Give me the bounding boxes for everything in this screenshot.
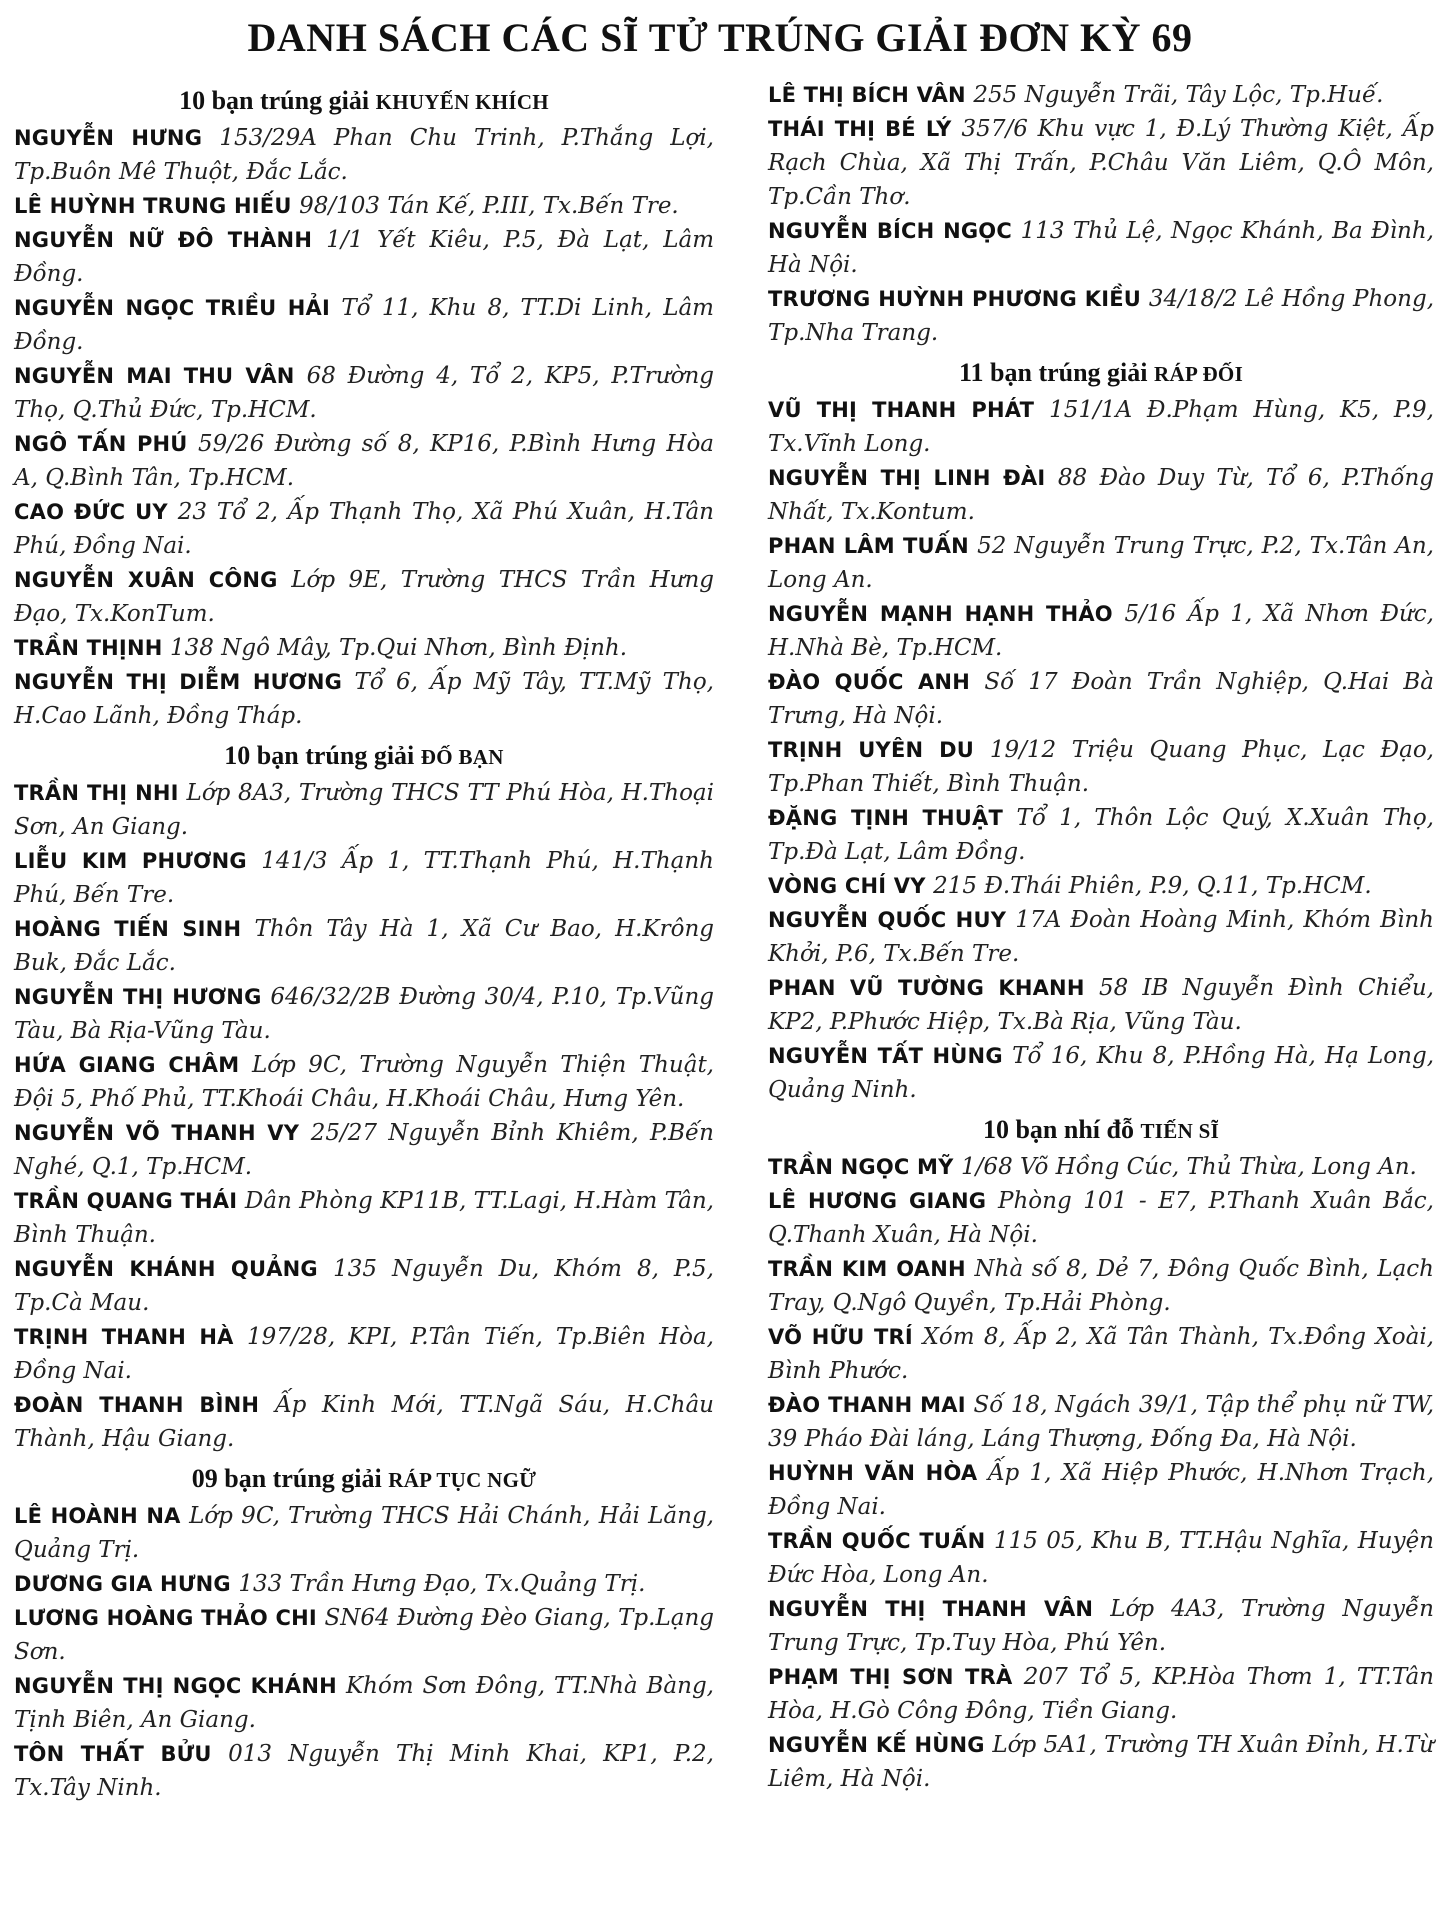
winner-name: TRẦN QUỐC TUẤN: [768, 1529, 994, 1553]
winner-entry: [14, 631, 714, 665]
winner-address: Tổ 11, Khu 8, TT.Di Linh, Lâm Đồng.: [14, 295, 714, 355]
winner-name: VÕ HỮU TRÍ: [768, 1325, 923, 1349]
winner-name: HỨA GIANG CHÂM: [14, 1053, 252, 1077]
winner-name: ĐẶNG TỊNH THUẬT: [768, 806, 1017, 830]
winner-entry: [768, 597, 1434, 665]
winner-entry: [14, 563, 714, 631]
winner-name: TRẦN QUANG THÁI: [14, 1189, 245, 1213]
winner-address: 19/12 Triệu Quang Phục, Lạc Đạo, Tp.Phan Thiết, Bình Thuận.: [768, 737, 1434, 797]
winner-address: Nhà số 8, Dẻ 7, Đông Quốc Bình, Lạch Tray, Q.Ngô Quyền, Tp.Hải Phòng.: [768, 1256, 1434, 1316]
winner-entry: [768, 1524, 1434, 1592]
winner-name: TRƯƠNG HUỲNH PHƯƠNG KIỀU: [768, 287, 1149, 311]
section-prefix: 11 bạn trúng giải: [958, 358, 1155, 387]
section-heading: [768, 1113, 1434, 1148]
column-right: [768, 78, 1434, 1796]
winner-address: 23 Tổ 2, Ấp Thạnh Thọ, Xã Phú Xuân, H.Tân Phú, Đồng Nai.: [14, 499, 714, 559]
winner-entry: [14, 359, 714, 427]
section-prefix: 10 bạn trúng giải: [179, 86, 376, 115]
winner-entry: [14, 1184, 714, 1252]
winner-entry: [14, 1048, 714, 1116]
winner-address: 646/32/2B Đường 30/4, P.10, Tp.Vũng Tàu, Bà Rịa-Vũng Tàu.: [14, 984, 714, 1044]
winner-address: SN64 Đường Đèo Giang, Tp.Lạng Sơn.: [14, 1605, 714, 1665]
winner-entry: [14, 1567, 714, 1601]
winner-address: 59/26 Đường số 8, KP16, P.Bình Hưng Hòa A, Q.Bình Tân, Tp.HCM.: [14, 431, 715, 491]
winner-address: 88 Đào Duy Từ, Tổ 6, P.Thống Nhất, Tx.Kontum.: [768, 465, 1434, 525]
winner-name: NGUYỄN KHÁNH QUẢNG: [14, 1257, 334, 1281]
winner-name: NGUYỄN THỊ DIỄM HƯƠNG: [14, 670, 355, 694]
winner-address: 215 Đ.Thái Phiên, P.9, Q.11, Tp.HCM.: [933, 873, 1372, 899]
winner-entry: [768, 1150, 1434, 1184]
winner-entry: [14, 291, 714, 359]
winner-address: 98/103 Tán Kế, P.III, Tx.Bến Tre.: [299, 193, 679, 219]
winner-address: Lớp 5A1, Trường TH Xuân Đỉnh, H.Từ Liêm, Hà Nội.: [768, 1732, 1435, 1792]
winner-entry: [768, 1388, 1434, 1456]
winner-name: TÔN THẤT BỬU: [14, 1742, 229, 1766]
winner-address: Thôn Tây Hà 1, Xã Cư Bao, H.Krông Buk, Đắc Lắc.: [14, 916, 714, 976]
winner-entry: [14, 1320, 714, 1388]
winner-address: Lớp 9E, Trường THCS Trần Hưng Đạo, Tx.KonTum.: [14, 567, 715, 627]
winner-name: NGUYỄN THỊ HƯƠNG: [14, 985, 271, 1009]
winner-name: THÁI THỊ BÉ LÝ: [768, 117, 962, 141]
winner-entry: [14, 776, 714, 844]
winner-address: Lớp 9C, Trường THCS Hải Chánh, Hải Lăng, Quảng Trị.: [14, 1503, 714, 1563]
winner-name: VŨ THỊ THANH PHÁT: [768, 398, 1050, 422]
section-heading: [14, 739, 714, 774]
winner-entry: [768, 733, 1434, 801]
winner-address: 151/1A Đ.Phạm Hùng, K5, P.9, Tx.Vĩnh Long.: [768, 397, 1434, 457]
winner-entry: [768, 869, 1434, 903]
winner-name: LÊ THỊ BÍCH VÂN: [768, 83, 974, 107]
winner-name: NGUYỄN THỊ NGỌC KHÁNH: [14, 1674, 346, 1698]
page-title: DANH SÁCH CÁC SĨ TỬ TRÚNG GIẢI ĐƠN KỲ 69: [247, 15, 1193, 60]
winner-name: NGUYỄN VÕ THANH VY: [14, 1121, 311, 1145]
winner-entry: [768, 1660, 1434, 1728]
winner-entry: [14, 665, 714, 733]
winner-entry: [14, 912, 714, 980]
winner-name: PHẠM THỊ SƠN TRÀ: [768, 1665, 1024, 1689]
winner-address: Tổ 6, Ấp Mỹ Tây, TT.Mỹ Thọ, H.Cao Lãnh, Đồng Tháp.: [14, 669, 714, 729]
winner-entry: [768, 1728, 1434, 1796]
winner-name: LÊ HUỲNH TRUNG HIẾU: [14, 194, 300, 218]
section-category: KHUYẾN KHÍCH: [375, 90, 549, 114]
winner-entry: [768, 1184, 1434, 1252]
winner-name: NGÔ TẤN PHÚ: [14, 432, 199, 456]
winner-address: 1/68 Võ Hồng Cúc, Thủ Thừa, Long An.: [961, 1154, 1417, 1180]
section-heading: [14, 84, 714, 119]
winner-entry: [14, 1252, 714, 1320]
winner-name: TRẦN THỊ NHI: [14, 781, 187, 805]
winner-name: DƯƠNG GIA HƯNG: [14, 1572, 239, 1596]
winner-name: NGUYỄN THỊ THANH VÂN: [768, 1597, 1111, 1621]
winner-address: 58 IB Nguyễn Đình Chiểu, KP2, P.Phước Hiệp, Tx.Bà Rịa, Vũng Tàu.: [768, 975, 1434, 1035]
winner-address: 153/29A Phan Chu Trinh, P.Thắng Lợi, Tp.Buôn Mê Thuột, Đắc Lắc.: [14, 125, 714, 185]
winner-address: Ấp Kinh Mới, TT.Ngã Sáu, H.Châu Thành, Hậu Giang.: [14, 1392, 714, 1452]
winner-name: NGUYỄN QUỐC HUY: [768, 908, 1016, 932]
winner-name: NGUYỄN NỮ ĐÔ THÀNH: [14, 228, 327, 252]
winner-entry: [768, 214, 1434, 282]
winner-entry: [14, 844, 714, 912]
winner-address: Ấp 1, Xã Hiệp Phước, H.Nhơn Trạch, Đồng Nai.: [768, 1460, 1435, 1520]
winner-entry: [768, 1592, 1434, 1660]
winner-name: NGUYỄN MAI THU VÂN: [14, 364, 307, 388]
winner-name: NGUYỄN THỊ LINH ĐÀI: [768, 466, 1058, 490]
winner-entry: [768, 282, 1434, 350]
winner-entry: [768, 1456, 1434, 1524]
winner-address: 135 Nguyễn Du, Khóm 8, P.5, Tp.Cà Mau.: [14, 1256, 714, 1316]
winner-address: 52 Nguyễn Trung Trực, P.2, Tx.Tân An, Long An.: [768, 533, 1434, 593]
winner-entry: [14, 223, 714, 291]
winner-name: TRẦN KIM OANH: [768, 1257, 975, 1281]
winner-entry: [768, 78, 1434, 112]
winner-name: TRỊNH UYÊN DU: [768, 738, 990, 762]
winner-entry: [768, 1320, 1434, 1388]
winner-address: 25/27 Nguyễn Bỉnh Khiêm, P.Bến Nghé, Q.1, Tp.HCM.: [14, 1120, 714, 1180]
winner-name: PHAN LÂM TUẤN: [768, 534, 978, 558]
winner-name: NGUYỄN HƯNG: [14, 126, 220, 150]
winner-address: Phòng 101 - E7, P.Thanh Xuân Bắc, Q.Thanh Xuân, Hà Nội.: [768, 1188, 1434, 1248]
winner-entry: [768, 112, 1434, 214]
winner-entry: [14, 121, 714, 189]
section-category: RÁP TỤC NGỮ: [388, 1468, 537, 1492]
winner-address: 68 Đường 4, Tổ 2, KP5, P.Trường Thọ, Q.Thủ Đức, Tp.HCM.: [14, 363, 714, 423]
winner-name: ĐÀO THANH MAI: [768, 1393, 974, 1417]
winner-address: Tổ 16, Khu 8, P.Hồng Hà, Hạ Long, Quảng Ninh.: [768, 1043, 1435, 1103]
column-left: [14, 78, 714, 1805]
winner-name: CAO ĐỨC UY: [14, 500, 178, 524]
section-category: TIẾN SĨ: [1140, 1119, 1220, 1143]
winner-name: TRẦN NGỌC MỸ: [768, 1155, 962, 1179]
winner-entry: [768, 665, 1434, 733]
winner-name: NGUYỄN KẾ HÙNG: [768, 1733, 993, 1757]
winner-entry: [14, 1499, 714, 1567]
winner-name: LIỄU KIM PHƯƠNG: [14, 849, 262, 873]
winner-entry: [768, 801, 1434, 869]
winner-address: 34/18/2 Lê Hồng Phong, Tp.Nha Trang.: [768, 286, 1434, 346]
winner-name: TRẦN THỊNH: [14, 636, 171, 660]
winner-entry: [14, 1388, 714, 1456]
section-prefix: 10 bạn trúng giải: [224, 741, 421, 770]
winner-address: Lớp 9C, Trường Nguyễn Thiện Thuật, Đội 5, Phố Phủ, TT.Khoái Châu, H.Khoái Châu, Hưng Yên.: [14, 1052, 714, 1112]
winner-address: 17A Đoàn Hoàng Minh, Khóm Bình Khởi, P.6, Tx.Bến Tre.: [768, 907, 1434, 967]
winner-name: LƯƠNG HOÀNG THẢO CHI: [14, 1606, 325, 1630]
winner-address: 357/6 Khu vực 1, Đ.Lý Thường Kiệt, Ấp Rạch Chùa, Xã Thị Trấn, P.Châu Văn Liêm, Q.Ô Môn, Tp.Cần Thơ.: [768, 116, 1434, 210]
winner-name: TRỊNH THANH HÀ: [14, 1325, 247, 1349]
section-heading: [14, 1462, 714, 1497]
winner-name: NGUYỄN NGỌC TRIỀU HẢI: [14, 296, 342, 320]
winner-address: Lớp 4A3, Trường Nguyễn Trung Trực, Tp.Tuy Hòa, Phú Yên.: [768, 1596, 1434, 1656]
winner-address: 138 Ngô Mây, Tp.Qui Nhơn, Bình Định.: [170, 635, 628, 661]
winner-name: ĐÀO QUỐC ANH: [768, 670, 985, 694]
winner-address: 207 Tổ 5, KP.Hòa Thơm 1, TT.Tân Hòa, H.Gò Công Đông, Tiền Giang.: [768, 1664, 1434, 1724]
winner-name: LÊ HOÀNH NA: [14, 1504, 190, 1528]
winner-address: 013 Nguyễn Thị Minh Khai, KP1, P.2, Tx.Tây Ninh.: [14, 1741, 714, 1801]
winner-entry: [14, 1116, 714, 1184]
winner-entry: [14, 495, 714, 563]
winner-name: ĐOÀN THANH BÌNH: [14, 1393, 275, 1417]
winner-name: PHAN VŨ TƯỜNG KHANH: [768, 976, 1099, 1000]
section-prefix: 10 bạn nhí đỗ: [982, 1115, 1141, 1144]
winner-address: 141/3 Ấp 1, TT.Thạnh Phú, H.Thạnh Phú, Bến Tre.: [14, 848, 714, 908]
winner-entry: [768, 529, 1434, 597]
winner-name: VÒNG CHÍ VY: [768, 874, 934, 898]
winner-address: Dân Phòng KP11B, TT.Lagi, H.Hàm Tân, Bình Thuận.: [14, 1188, 714, 1248]
winner-address: Tổ 1, Thôn Lộc Quý, X.Xuân Thọ, Tp.Đà Lạt, Lâm Đồng.: [768, 805, 1434, 865]
winner-address: 1/1 Yết Kiêu, P.5, Đà Lạt, Lâm Đồng.: [14, 227, 715, 287]
winner-name: LÊ HƯƠNG GIANG: [768, 1189, 998, 1213]
winner-address: Số 18, Ngách 39/1, Tập thể phụ nữ TW, 39 Pháo Đài láng, Láng Thượng, Đống Đa, Hà Nội.: [768, 1392, 1435, 1452]
winner-address: 5/16 Ấp 1, Xã Nhơn Đức, H.Nhà Bè, Tp.HCM.: [768, 601, 1434, 661]
winner-entry: [14, 189, 714, 223]
winner-address: 197/28, KPI, P.Tân Tiến, Tp.Biên Hòa, Đồng Nai.: [14, 1324, 714, 1384]
winner-address: 133 Trần Hưng Đạo, Tx.Quảng Trị.: [238, 1571, 646, 1597]
winner-entry: [768, 393, 1434, 461]
winner-address: Số 17 Đoàn Trần Nghiệp, Q.Hai Bà Trưng, Hà Nội.: [768, 669, 1434, 729]
winner-entry: [768, 971, 1434, 1039]
winner-name: NGUYỄN BÍCH NGỌC: [768, 219, 1021, 243]
winner-entry: [14, 1669, 714, 1737]
section-prefix: 09 bạn trúng giải: [191, 1464, 389, 1493]
winner-entry: [14, 980, 714, 1048]
winner-address: 113 Thủ Lệ, Ngọc Khánh, Ba Đình, Hà Nội.: [768, 218, 1434, 278]
winner-entry: [768, 1252, 1434, 1320]
winner-entry: [768, 903, 1434, 971]
winner-entry: [768, 461, 1434, 529]
section-heading: [768, 356, 1434, 391]
winner-address: 115 05, Khu B, TT.Hậu Nghĩa, Huyện Đức Hòa, Long An.: [768, 1528, 1434, 1588]
winner-address: 255 Nguyễn Trãi, Tây Lộc, Tp.Huế.: [973, 82, 1384, 108]
winner-entry: [14, 1737, 714, 1805]
winner-address: Xóm 8, Ấp 2, Xã Tân Thành, Tx.Đồng Xoài, Bình Phước.: [768, 1324, 1434, 1384]
winner-entry: [768, 1039, 1434, 1107]
section-category: RÁP ĐỐI: [1154, 362, 1244, 386]
winner-address: Khóm Sơn Đông, TT.Nhà Bàng, Tịnh Biên, An Giang.: [14, 1673, 714, 1733]
winner-name: HUỲNH VĂN HÒA: [768, 1461, 988, 1485]
winner-name: NGUYỄN MẠNH HẠNH THẢO: [768, 602, 1125, 626]
winner-entry: [14, 427, 714, 495]
winner-address: Lớp 8A3, Trường THCS TT Phú Hòa, H.Thoại Sơn, An Giang.: [14, 780, 714, 840]
winner-name: NGUYỄN XUÂN CÔNG: [14, 568, 292, 592]
section-category: ĐỐ BẠN: [420, 745, 504, 769]
winner-entry: [14, 1601, 714, 1669]
winner-name: HOÀNG TIẾN SINH: [14, 917, 255, 941]
winner-name: NGUYỄN TẤT HÙNG: [768, 1044, 1013, 1068]
